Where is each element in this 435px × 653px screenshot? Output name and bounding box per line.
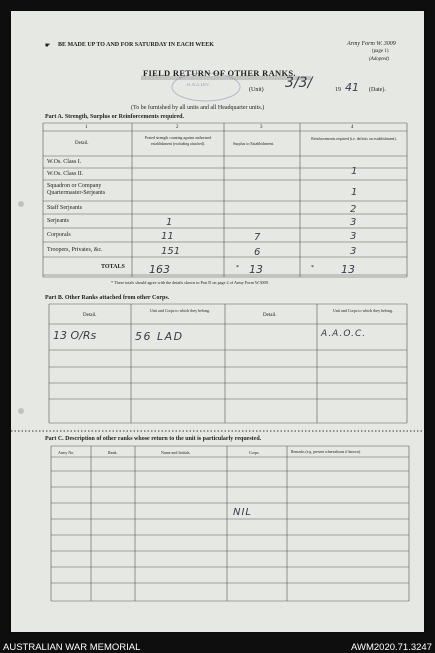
date-handwritten: 3/3/ [285, 75, 313, 91]
posted-value: 1 [166, 217, 173, 228]
form-reference: Army Form W. 3009 [347, 41, 396, 47]
year-handwritten: 41 [345, 81, 359, 94]
part-b-title: Part B. Other Ranks attached from other Corps. [45, 295, 170, 301]
col-header-detail: Detail. [83, 313, 97, 318]
punch-hole [18, 408, 24, 414]
reinf-value: 2 [350, 204, 357, 215]
col-header-remarks: Remarks (e.g. present whereabouts if known). [291, 450, 362, 454]
row-label: W.Os. Class II. [47, 171, 84, 177]
row-label: W.Os. Class I. [47, 159, 82, 165]
attached-unit: 56 LAD [135, 330, 184, 343]
col-header-surplus: Surplus to Establishment. [233, 141, 274, 146]
col-number: 1 [85, 125, 88, 130]
year-prefix: 19 [335, 87, 341, 93]
footer-accession: AWM2020.71.3247 [351, 642, 432, 653]
form-subtitle: (To be furnished by all units and all Headquarter units.) [131, 105, 265, 111]
unit-label: (Unit) [249, 87, 264, 93]
total-reinf: 13 [341, 263, 355, 276]
asterisk-mark: * [236, 265, 239, 271]
col-header-name: Name and Initials. [161, 450, 191, 455]
col-header-unit-corps: Unit and Corps to which they belong. [149, 308, 211, 313]
reinf-value: 3 [350, 246, 357, 257]
total-surplus: 13 [249, 263, 263, 276]
stamp-text: R.A.S.DIV. [187, 83, 210, 88]
reinf-value: 3 [350, 231, 357, 242]
asterisk-mark: * [311, 265, 314, 271]
posted-value: 11 [161, 231, 174, 242]
totals-label: TOTALS [101, 264, 125, 270]
reinf-value: 1 [351, 187, 358, 198]
posted-value: 151 [161, 246, 181, 257]
col-header-detail: Detail. [75, 141, 89, 146]
reinf-value: 1 [351, 166, 358, 177]
surplus-value: 6 [254, 247, 261, 258]
col-header-posted: Posted strength counting against authorized establishment (excluding attached). [144, 136, 212, 146]
part-a-title: Part A. Strength, Surplus or Reinforcements required. [45, 114, 184, 120]
row-label: Squadron or Company Quartermaster-Serjeants [47, 183, 106, 196]
attached-unit-second: A.A.O.C. [321, 329, 367, 339]
row-label: Troopers, Privates, &c. [47, 247, 103, 253]
col-header-corps: Corps. [249, 450, 260, 455]
col-number: 3 [260, 125, 263, 130]
part-a-footnote: * These totals should agree with the details shown in Part D on page 2 of Army Form W.3009. [111, 280, 269, 285]
adopted-label: (Adopted) [369, 57, 389, 62]
row-label: Corporals [47, 232, 71, 238]
page-number: (page 1) [372, 49, 389, 54]
form-title: FIELD RETURN OF OTHER RANKS. [143, 68, 296, 78]
attached-detail: 13 O/Rs [53, 329, 97, 342]
footer-institution: AUSTRALIAN WAR MEMORIAL [3, 642, 141, 653]
col-header-detail: Detail. [263, 313, 277, 318]
col-header-reinforcements: Reinforcements required (i.e. deficits on establishment). [311, 137, 397, 141]
date-label: (Date). [369, 87, 386, 93]
col-header-unit-corps: Unit and Corps to which they belong. [332, 308, 394, 313]
document-page [11, 11, 424, 632]
row-label: Serjeants [47, 218, 69, 224]
reinf-value: 3 [350, 217, 357, 228]
col-number: 2 [176, 125, 179, 130]
surplus-value: 7 [254, 232, 261, 243]
col-header-rank: Rank. [108, 450, 118, 455]
hand-icon: ☛ [45, 43, 51, 49]
header-notice: BE MADE UP TO AND FOR SATURDAY IN EACH WEEK [58, 42, 214, 48]
part-c-title: Part C. Description of other ranks whose return to the unit is particularly requested. [45, 436, 262, 442]
total-posted: 163 [149, 263, 170, 276]
punch-hole [18, 201, 24, 207]
col-header-army-no: Army No. [58, 450, 75, 455]
row-label: Staff Serjeants [47, 205, 83, 211]
col-number: 4 [351, 125, 354, 130]
part-c-entry: NIL [233, 507, 253, 518]
